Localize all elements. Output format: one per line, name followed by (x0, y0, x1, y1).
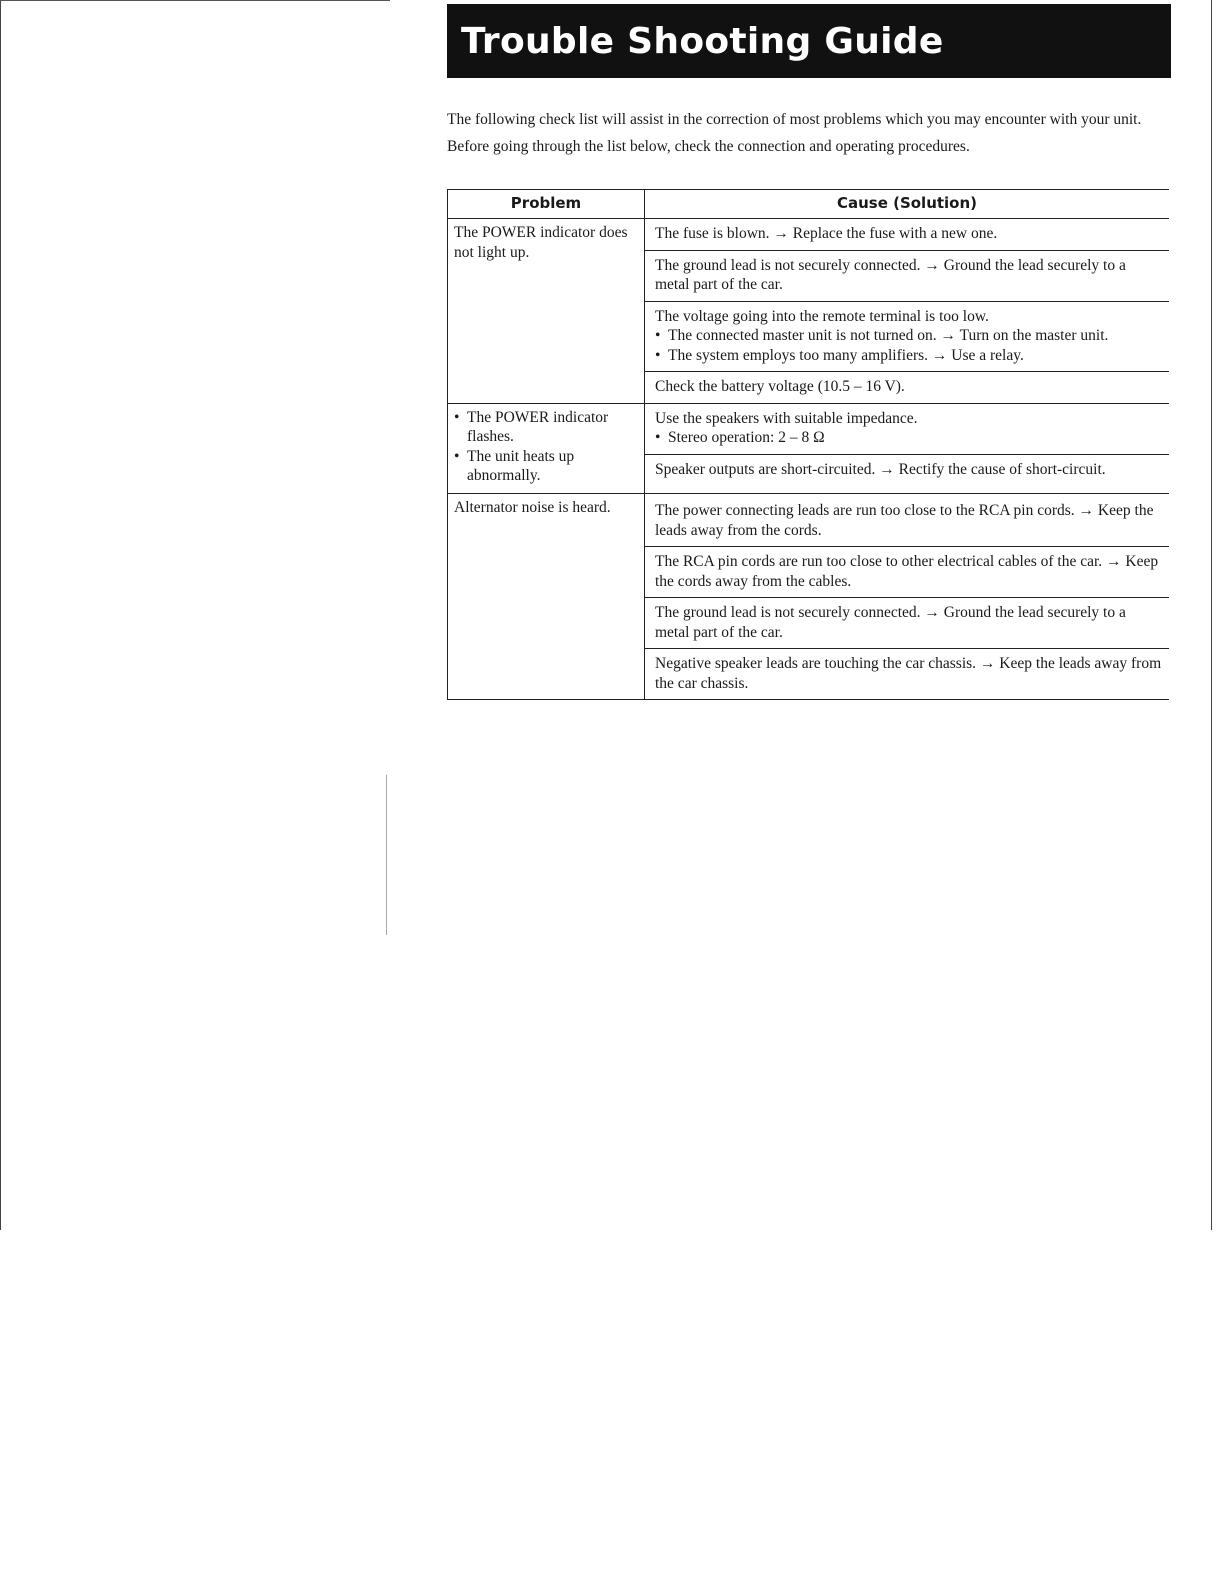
title-bar (447, 4, 1171, 78)
cause-bullet: • The system employs too many amplifiers. → Use a relay. (655, 346, 1163, 366)
page-edge-right (1211, 0, 1212, 1230)
cause-cell: The fuse is blown. → Replace the fuse with a new one. (645, 219, 1170, 251)
cause-text: Use the speakers with suitable impedance. (655, 409, 918, 427)
problem-cell (448, 403, 645, 494)
trouble-table (447, 189, 1169, 700)
problem-bullet: • The POWER indicator flashes. (454, 408, 640, 447)
cause-cell: Check the battery voltage (10.5 – 16 V). (645, 372, 1170, 404)
intro-paragraph: Before going through the list below, check the connection and operating procedures. (447, 138, 970, 155)
cause-bullet: • The connected master unit is not turned on. → Turn on the master unit. (655, 326, 1163, 346)
col-header-cause: Cause (Solution) (645, 190, 1170, 219)
page-title: Trouble Shooting Guide (461, 20, 944, 62)
col-header-problem: Problem (448, 190, 645, 219)
problem-cell: Alternator noise is heard. (448, 494, 645, 700)
cause-cell (645, 301, 1170, 372)
cause-cell (645, 403, 1170, 454)
cause-cell: The RCA pin cords are run too close to other electrical cables of the car. → Keep the cords away from the cables. (645, 547, 1170, 598)
intro-paragraph: The following check list will assist in the correction of most problems which you may encounter with your unit. (447, 111, 1142, 128)
page-edge-left (0, 0, 1, 1230)
cause-cell: Negative speaker leads are touching the car chassis. → Keep the leads away from the car chassis. (645, 649, 1170, 700)
table-row (448, 219, 1170, 251)
cause-cell: The ground lead is not securely connected. → Ground the lead securely to a metal part of the car. (645, 598, 1170, 649)
cause-bullet: • Stereo operation: 2 – 8 Ω (655, 428, 1163, 448)
table-row (448, 403, 1170, 454)
problem-cell: The POWER indicator does not light up. (448, 219, 645, 404)
problem-bullet: • The unit heats up abnormally. (454, 447, 640, 486)
cause-cell: The power connecting leads are run too close to the RCA pin cords. → Keep the leads away from the cords. (645, 494, 1170, 547)
cause-cell: The ground lead is not securely connected. → Ground the lead securely to a metal part of the car. (645, 250, 1170, 301)
table-header-row (448, 190, 1170, 219)
table-row (448, 494, 1170, 547)
cause-text: The voltage going into the remote terminal is too low. (655, 307, 989, 325)
top-rule (0, 0, 390, 1)
intro (447, 110, 1169, 164)
cause-cell: Speaker outputs are short-circuited. → Rectify the cause of short-circuit. (645, 454, 1170, 494)
scan-mark (386, 775, 387, 935)
